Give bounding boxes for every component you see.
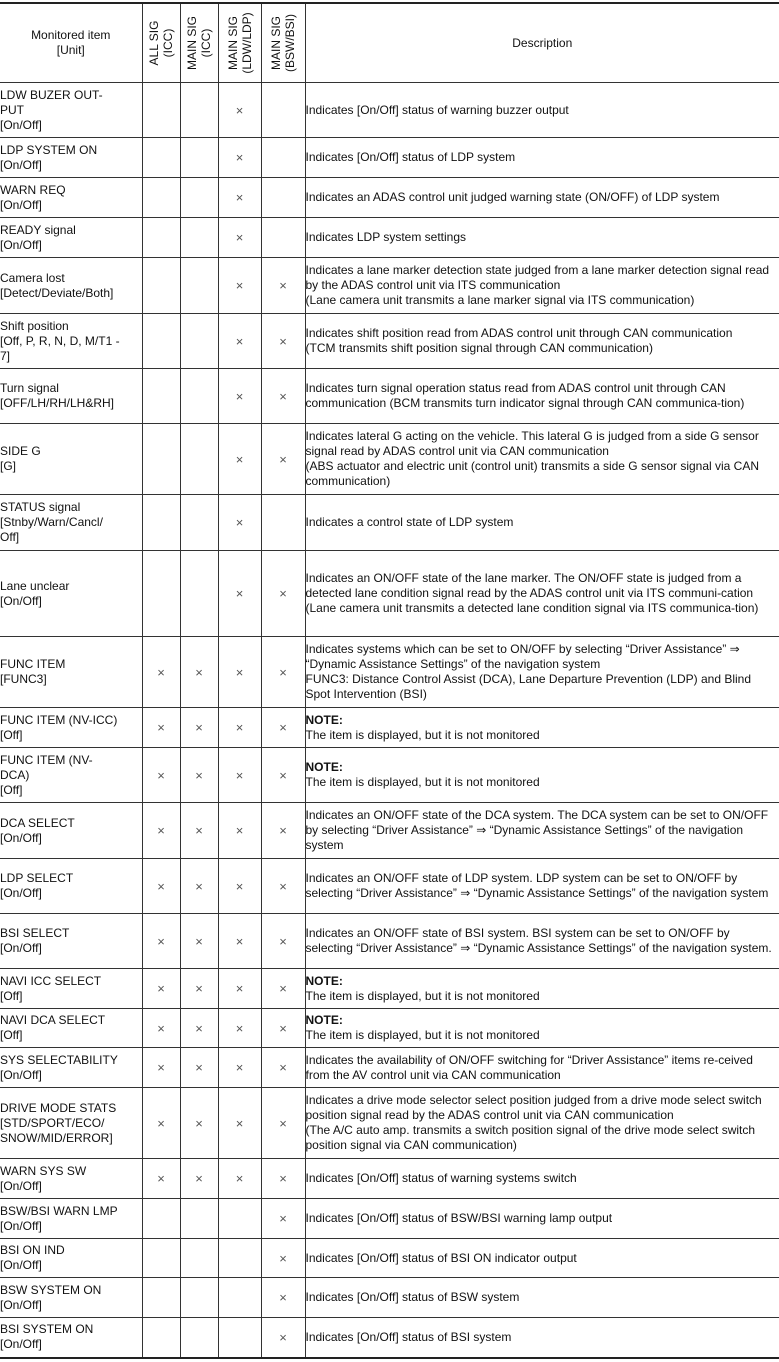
signal-mark-cell [218, 859, 261, 914]
signal-mark-cell [218, 969, 261, 1009]
signal-mark-cell [261, 1278, 305, 1318]
applicable-mark: × [235, 190, 244, 205]
description-text: Indicates [On/Off] status of BSW/BSI warning lamp output [305, 1211, 613, 1225]
description-cell [305, 551, 779, 637]
applicable-mark: × [235, 102, 244, 118]
monitor-item-table [0, 2, 779, 1359]
description-text: Indicates systems which can be set to ON/OFF by selecting “Driver Assistance” ⇒ “Dynamic Assistance Settings” of the navigation system FUNC3: Distance Control Assist (DCA), Lane Departure Prevention (LDP) and Blind Spot Intervention (BSI) [305, 642, 752, 701]
description-cell [305, 138, 779, 178]
signal-mark-cell [142, 83, 180, 138]
signal-mark-cell [180, 914, 218, 969]
monitored-item-cell: LDP SELECT [On/Off] [0, 859, 142, 914]
signal-mark-cell [180, 369, 218, 424]
description-cell [305, 424, 779, 495]
signal-mark-cell [142, 495, 180, 551]
description-cell [305, 1048, 779, 1088]
table-row [0, 1009, 779, 1048]
applicable-mark: × [235, 278, 244, 293]
monitored-item-cell: Shift position [Off, P, R, N, D, M/T1 - 7] [0, 314, 142, 369]
table-row [0, 218, 779, 258]
signal-mark-cell [218, 258, 261, 314]
signal-mark-cell [261, 708, 305, 748]
monitored-item-cell: FUNC ITEM (NV-ICC) [Off] [0, 708, 142, 748]
signal-mark-cell [180, 1199, 218, 1239]
applicable-mark: × [195, 720, 203, 735]
applicable-mark: × [195, 1115, 203, 1131]
signal-mark-cell [180, 1009, 218, 1048]
applicable-mark: × [279, 823, 287, 838]
description-text: Indicates turn signal operation status read from ADAS control unit through CAN communication (BCM transmits turn indicator signal through CAN communica-tion) [305, 381, 745, 410]
signal-mark-cell [180, 1048, 218, 1088]
applicable-mark: × [235, 1115, 244, 1131]
signal-mark-cell [218, 83, 261, 138]
table-row [0, 314, 779, 369]
applicable-mark: × [279, 1329, 287, 1345]
signal-mark-cell [218, 1159, 261, 1199]
applicable-mark: × [279, 333, 287, 349]
applicable-mark: × [157, 767, 165, 783]
signal-mark-cell [218, 914, 261, 969]
signal-mark-cell [261, 1318, 305, 1358]
signal-mark-cell [180, 178, 218, 218]
applicable-mark: × [157, 1115, 165, 1131]
applicable-mark: × [195, 1020, 203, 1036]
applicable-mark: × [235, 586, 244, 601]
signal-mark-cell [218, 1088, 261, 1159]
signal-mark-cell [218, 1278, 261, 1318]
signal-mark-cell [142, 1009, 180, 1048]
table-row [0, 637, 779, 708]
signal-mark-cell [261, 1239, 305, 1278]
signal-mark-cell [180, 258, 218, 314]
signal-mark-cell [180, 218, 218, 258]
signal-mark-cell [261, 1199, 305, 1239]
signal-mark-cell [142, 1278, 180, 1318]
applicable-mark: × [235, 230, 244, 245]
signal-mark-cell [180, 1278, 218, 1318]
description-cell [305, 1239, 779, 1278]
description-cell [305, 1318, 779, 1358]
table-row [0, 551, 779, 637]
signal-mark-cell [218, 218, 261, 258]
applicable-mark: × [235, 1171, 244, 1186]
signal-mark-cell [180, 138, 218, 178]
signal-mark-cell [180, 1088, 218, 1159]
header-monitored-item [0, 3, 142, 83]
table-row [0, 258, 779, 314]
description-cell [305, 218, 779, 258]
applicable-mark: × [279, 767, 287, 783]
description-cell [305, 708, 779, 748]
applicable-mark: × [235, 451, 244, 467]
monitored-item-cell: FUNC ITEM (NV- DCA) [Off] [0, 748, 142, 803]
monitored-item-cell: BSI SELECT [On/Off] [0, 914, 142, 969]
applicable-mark: × [279, 388, 287, 404]
description-text: Indicates [On/Off] status of BSW system [305, 1290, 520, 1304]
applicable-mark: × [279, 1020, 287, 1036]
signal-mark-cell [142, 914, 180, 969]
signal-mark-cell [261, 218, 305, 258]
description-text: Indicates a lane marker detection state judged from a lane marker detection signal read by the ADAS control unit via ITS communication (Lane camera unit transmits a lane marker signal via ITS communication) [305, 263, 770, 307]
table-header-row [0, 3, 779, 83]
applicable-mark: × [195, 1060, 203, 1075]
applicable-mark: × [157, 1060, 165, 1075]
applicable-mark: × [195, 767, 203, 783]
signal-mark-cell [261, 1088, 305, 1159]
description-text: Indicates [On/Off] status of warning systems switch [305, 1171, 577, 1185]
header-all-sig-icc [142, 3, 180, 83]
description-text: Indicates LDP system settings [305, 230, 467, 244]
signal-mark-cell [218, 551, 261, 637]
monitored-item-cell: BSW/BSI WARN LMP [On/Off] [0, 1199, 142, 1239]
applicable-mark: × [279, 278, 287, 293]
header-main-sig-bsw-bsi [261, 3, 305, 83]
monitored-item-cell: LDW BUZER OUT- PUT [On/Off] [0, 83, 142, 138]
header-description [305, 3, 779, 83]
signal-mark-cell [180, 1159, 218, 1199]
monitored-item-cell: NAVI ICC SELECT [Off] [0, 969, 142, 1009]
description-text: Indicates the availability of ON/OFF switching for “Driver Assistance” items re-ceived from the AV control unit via CAN communication [305, 1052, 753, 1082]
monitored-item-cell: BSW SYSTEM ON [On/Off] [0, 1278, 142, 1318]
description-text: Indicates [On/Off] status of warning buzzer output [305, 102, 569, 117]
signal-mark-cell [180, 551, 218, 637]
signal-mark-cell [180, 83, 218, 138]
description-cell [305, 1159, 779, 1199]
table-row [0, 1088, 779, 1159]
monitored-item-cell: WARN REQ [On/Off] [0, 178, 142, 218]
monitored-item-cell: FUNC ITEM [FUNC3] [0, 637, 142, 708]
applicable-mark: × [235, 1020, 244, 1036]
description-cell [305, 178, 779, 218]
header-main-sig-ldw-ldp-text: MAIN SIG (LDW/LDP) [225, 12, 254, 74]
applicable-mark: × [235, 515, 244, 530]
table-row [0, 178, 779, 218]
applicable-mark: × [279, 1115, 287, 1131]
table-row [0, 1048, 779, 1088]
signal-mark-cell [261, 314, 305, 369]
applicable-mark: × [279, 1250, 287, 1266]
description-text: Indicates an ON/OFF state of the DCA system. The DCA system can be set to ON/OFF by selecting “Driver Assistance” ⇒ “Dynamic Assistance Settings” of the navigation system [305, 808, 769, 852]
signal-mark-cell [261, 258, 305, 314]
signal-mark-cell [180, 803, 218, 859]
applicable-mark: × [157, 1171, 165, 1186]
applicable-mark: × [195, 823, 203, 838]
monitored-item-cell: BSI ON IND [On/Off] [0, 1239, 142, 1278]
table-row [0, 1239, 779, 1278]
applicable-mark: × [157, 981, 165, 996]
applicable-mark: × [235, 388, 244, 404]
applicable-mark: × [195, 664, 203, 680]
header-all-sig-icc-text: ALL SIG (ICC) [147, 20, 175, 66]
description-text: Indicates lateral G acting on the vehicle. This lateral G is judged from a side G sensor signal read by ADAS control unit via CAN communication (ABS actuator and electric unit (control unit) transmits a side G sensor signal via CAN communication) [305, 429, 760, 488]
signal-mark-cell [261, 551, 305, 637]
signal-mark-cell [261, 803, 305, 859]
signal-mark-cell [261, 495, 305, 551]
applicable-mark: × [235, 720, 244, 735]
applicable-mark: × [195, 878, 203, 894]
signal-mark-cell [142, 178, 180, 218]
monitored-item-cell: WARN SYS SW [On/Off] [0, 1159, 142, 1199]
monitored-item-cell: NAVI DCA SELECT [Off] [0, 1009, 142, 1048]
description-cell [305, 859, 779, 914]
applicable-mark: × [279, 1060, 287, 1075]
signal-mark-cell [180, 748, 218, 803]
monitored-item-cell: READY signal [On/Off] [0, 218, 142, 258]
signal-mark-cell [261, 83, 305, 138]
table-row [0, 969, 779, 1009]
signal-mark-cell [218, 1239, 261, 1278]
table-row [0, 914, 779, 969]
table-body [0, 83, 779, 1358]
applicable-mark: × [279, 586, 287, 601]
note-label: NOTE: [305, 973, 343, 988]
signal-mark-cell [142, 138, 180, 178]
signal-mark-cell [218, 708, 261, 748]
applicable-mark: × [279, 878, 287, 894]
description-text: The item is displayed, but it is not monitored [305, 1028, 540, 1042]
applicable-mark: × [235, 1060, 244, 1075]
description-cell [305, 1088, 779, 1159]
table-row [0, 859, 779, 914]
signal-mark-cell [261, 748, 305, 803]
description-cell [305, 748, 779, 803]
signal-mark-cell [218, 1048, 261, 1088]
signal-mark-cell [261, 1048, 305, 1088]
description-cell [305, 83, 779, 138]
description-text: The item is displayed, but it is not monitored [305, 775, 540, 789]
monitored-item-cell: Turn signal [OFF/LH/RH/LH&RH] [0, 369, 142, 424]
signal-mark-cell [261, 1159, 305, 1199]
table-row [0, 1318, 779, 1358]
applicable-mark: × [195, 933, 203, 949]
description-text: Indicates an ADAS control unit judged warning state (ON/OFF) of LDP system [305, 190, 720, 204]
monitored-item-cell: DRIVE MODE STATS [STD/SPORT/ECO/ SNOW/MID/ERROR] [0, 1088, 142, 1159]
description-text: Indicates shift position read from ADAS control unit through CAN communication (TCM transmits shift position signal through CAN communication) [305, 326, 733, 355]
signal-mark-cell [218, 495, 261, 551]
description-text: The item is displayed, but it is not monitored [305, 727, 540, 742]
description-cell [305, 314, 779, 369]
signal-mark-cell [142, 1318, 180, 1358]
description-cell [305, 969, 779, 1009]
applicable-mark: × [235, 981, 244, 996]
signal-mark-cell [180, 1239, 218, 1278]
signal-mark-cell [142, 637, 180, 708]
signal-mark-cell [142, 258, 180, 314]
applicable-mark: × [279, 1211, 287, 1226]
signal-mark-cell [218, 637, 261, 708]
signal-mark-cell [180, 1318, 218, 1358]
signal-mark-cell [218, 1318, 261, 1358]
table-row [0, 495, 779, 551]
table-row [0, 708, 779, 748]
applicable-mark: × [235, 150, 244, 165]
description-cell [305, 1278, 779, 1318]
description-cell [305, 637, 779, 708]
signal-mark-cell [180, 314, 218, 369]
monitored-item-cell: STATUS signal [Stnby/Warn/Cancl/ Off] [0, 495, 142, 551]
applicable-mark: × [235, 767, 244, 783]
signal-mark-cell [261, 859, 305, 914]
applicable-mark: × [279, 451, 287, 467]
signal-mark-cell [142, 1159, 180, 1199]
signal-mark-cell [142, 1199, 180, 1239]
description-text: The item is displayed, but it is not monitored [305, 988, 540, 1003]
signal-mark-cell [142, 551, 180, 637]
signal-mark-cell [142, 1048, 180, 1088]
applicable-mark: × [157, 720, 165, 735]
applicable-mark: × [195, 1171, 203, 1186]
table-row [0, 138, 779, 178]
signal-mark-cell [180, 969, 218, 1009]
signal-mark-cell [142, 314, 180, 369]
monitored-item-cell: DCA SELECT [On/Off] [0, 803, 142, 859]
monitored-item-cell: SIDE G [G] [0, 424, 142, 495]
table-row [0, 424, 779, 495]
header-main-sig-icc-text: MAIN SIG (ICC) [185, 15, 213, 71]
applicable-mark: × [195, 981, 203, 996]
description-text: Indicates a control state of LDP system [305, 515, 514, 529]
description-text: Indicates an ON/OFF state of BSI system. BSI system can be set to ON/OFF by selecting “Driver Assistance” ⇒ “Dynamic Assistance Settings” of the navigation system. [305, 926, 772, 955]
signal-mark-cell [180, 859, 218, 914]
applicable-mark: × [279, 1290, 287, 1305]
description-text: Indicates a drive mode selector select position judged from a drive mode select switch position signal read by the ADAS control unit via CAN communication (The A/C auto amp. transmits a switch position signal of the drive mode select switch position signal via CAN communication) [305, 1093, 762, 1152]
applicable-mark: × [279, 981, 287, 996]
table-row [0, 1159, 779, 1199]
table-row [0, 803, 779, 859]
description-cell [305, 495, 779, 551]
header-main-sig-ldw-ldp [218, 3, 261, 83]
monitored-item-cell: SYS SELECTABILITY [On/Off] [0, 1048, 142, 1088]
signal-mark-cell [261, 969, 305, 1009]
signal-mark-cell [142, 969, 180, 1009]
header-description-text: Description [512, 35, 573, 50]
signal-mark-cell [218, 314, 261, 369]
signal-mark-cell [180, 637, 218, 708]
monitored-item-cell: BSI SYSTEM ON [On/Off] [0, 1318, 142, 1358]
signal-mark-cell [218, 803, 261, 859]
description-text: Indicates [On/Off] status of BSI ON indicator output [305, 1250, 577, 1265]
signal-mark-cell [218, 369, 261, 424]
signal-mark-cell [218, 178, 261, 218]
description-cell [305, 369, 779, 424]
description-text: Indicates [On/Off] status of BSI system [305, 1329, 512, 1344]
signal-mark-cell [218, 748, 261, 803]
applicable-mark: × [235, 823, 244, 838]
header-monitored-item-text: Monitored item [Unit] [31, 28, 111, 57]
signal-mark-cell [142, 1239, 180, 1278]
applicable-mark: × [235, 878, 244, 894]
signal-mark-cell [261, 424, 305, 495]
note-label: NOTE: [305, 1013, 343, 1027]
description-cell [305, 1009, 779, 1048]
applicable-mark: × [157, 878, 165, 894]
signal-mark-cell [142, 424, 180, 495]
signal-mark-cell [218, 1199, 261, 1239]
monitored-item-cell: Lane unclear [On/Off] [0, 551, 142, 637]
signal-mark-cell [261, 178, 305, 218]
description-text: Indicates [On/Off] status of LDP system [305, 150, 516, 164]
note-label: NOTE: [305, 760, 343, 774]
table-row [0, 83, 779, 138]
signal-mark-cell [261, 637, 305, 708]
signal-mark-cell [261, 1009, 305, 1048]
signal-mark-cell [142, 859, 180, 914]
description-text: Indicates an ON/OFF state of LDP system. LDP system can be set to ON/OFF by selecting “Driver Assistance” ⇒ “Dynamic Assistance Settings” of the navigation system [305, 871, 769, 900]
applicable-mark: × [279, 664, 287, 680]
monitored-item-cell: LDP SYSTEM ON [On/Off] [0, 138, 142, 178]
header-main-sig-icc [180, 3, 218, 83]
signal-mark-cell [142, 708, 180, 748]
applicable-mark: × [157, 933, 165, 949]
description-cell [305, 914, 779, 969]
applicable-mark: × [157, 823, 165, 838]
note-label: NOTE: [305, 712, 343, 727]
signal-mark-cell [261, 369, 305, 424]
table-row [0, 369, 779, 424]
signal-mark-cell [261, 138, 305, 178]
signal-mark-cell [142, 803, 180, 859]
signal-mark-cell [180, 495, 218, 551]
applicable-mark: × [235, 664, 244, 680]
table-row [0, 748, 779, 803]
applicable-mark: × [235, 333, 244, 349]
signal-mark-cell [218, 138, 261, 178]
signal-mark-cell [261, 914, 305, 969]
signal-mark-cell [142, 369, 180, 424]
applicable-mark: × [279, 933, 287, 949]
table-row [0, 1199, 779, 1239]
description-cell [305, 258, 779, 314]
description-text: Indicates an ON/OFF state of the lane marker. The ON/OFF state is judged from a detected lane condition signal read by the ADAS control unit via ITS communi-cation (Lane camera unit transmits a detected lane condition signal via ITS communica-tion) [305, 571, 759, 615]
applicable-mark: × [235, 933, 244, 949]
applicable-mark: × [157, 664, 165, 680]
signal-mark-cell [180, 708, 218, 748]
description-cell [305, 803, 779, 859]
signal-mark-cell [218, 1009, 261, 1048]
description-cell [305, 1199, 779, 1239]
signal-mark-cell [180, 424, 218, 495]
signal-mark-cell [142, 748, 180, 803]
applicable-mark: × [157, 1020, 165, 1036]
monitored-item-cell: Camera lost [Detect/Deviate/Both] [0, 258, 142, 314]
applicable-mark: × [279, 720, 287, 735]
applicable-mark: × [279, 1171, 287, 1186]
header-main-sig-bsw-bsi-text: MAIN SIG (BSW/BSI) [269, 13, 297, 73]
signal-mark-cell [142, 1088, 180, 1159]
signal-mark-cell [218, 424, 261, 495]
table-row [0, 1278, 779, 1318]
signal-mark-cell [142, 218, 180, 258]
